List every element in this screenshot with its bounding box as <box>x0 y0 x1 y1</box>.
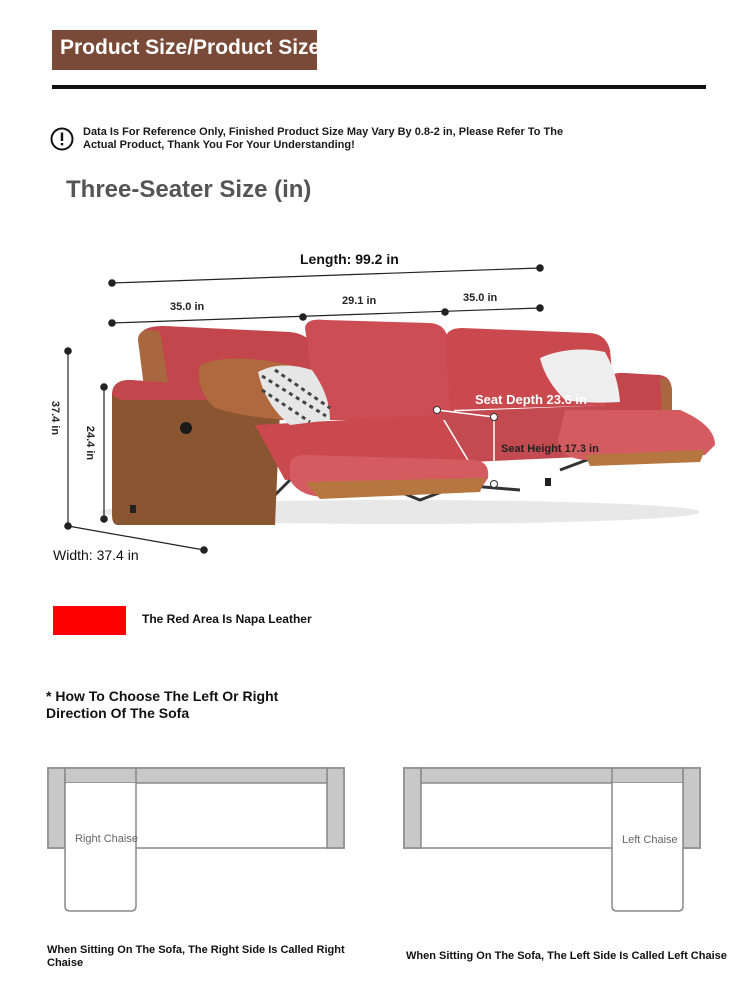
length-label: Length: 99.2 in <box>300 251 399 267</box>
left-chaise-label: Left Chaise <box>622 834 678 846</box>
legend-text: The Red Area Is Napa Leather <box>142 612 312 626</box>
total-height-label: 37.4 in <box>49 400 62 436</box>
header-divider <box>52 85 706 89</box>
seat-right-width-label: 35.0 in <box>463 292 498 304</box>
size-title: Three-Seater Size (in) <box>66 176 312 203</box>
notice-text: Data Is For Reference Only, Finished Product Size May Vary By 0.8-2 in, Please Refer To The Actual Product, Thank You For Your Understanding! <box>83 126 564 151</box>
seat-depth-label: Seat Depth 23.6 in <box>475 392 587 407</box>
right-chaise-label: Right Chaise <box>75 833 138 845</box>
seat-middle-width-label: 29.1 in <box>342 295 377 307</box>
seat-height-label: Seat Height 17.3 in <box>501 443 599 455</box>
right-chaise-caption: When Sitting On The Sofa, The Right Side Is Called Right Chaise <box>47 944 345 969</box>
exclamation-circle-icon <box>50 127 74 151</box>
left-chaise-caption: When Sitting On The Sofa, The Left Side Is Called Left Chaise <box>406 950 727 962</box>
arm-height-label: 24.4 in <box>84 425 97 461</box>
seat-left-width-label: 35.0 in <box>170 301 205 313</box>
width-label: Width: 37.4 in <box>53 547 139 563</box>
page-title: Product Size/Product Size <box>60 36 321 59</box>
napa-leather-swatch <box>53 606 126 635</box>
sofa-illustration <box>0 230 750 575</box>
direction-heading: * How To Choose The Left Or Right Direction Of The Sofa <box>46 688 279 721</box>
